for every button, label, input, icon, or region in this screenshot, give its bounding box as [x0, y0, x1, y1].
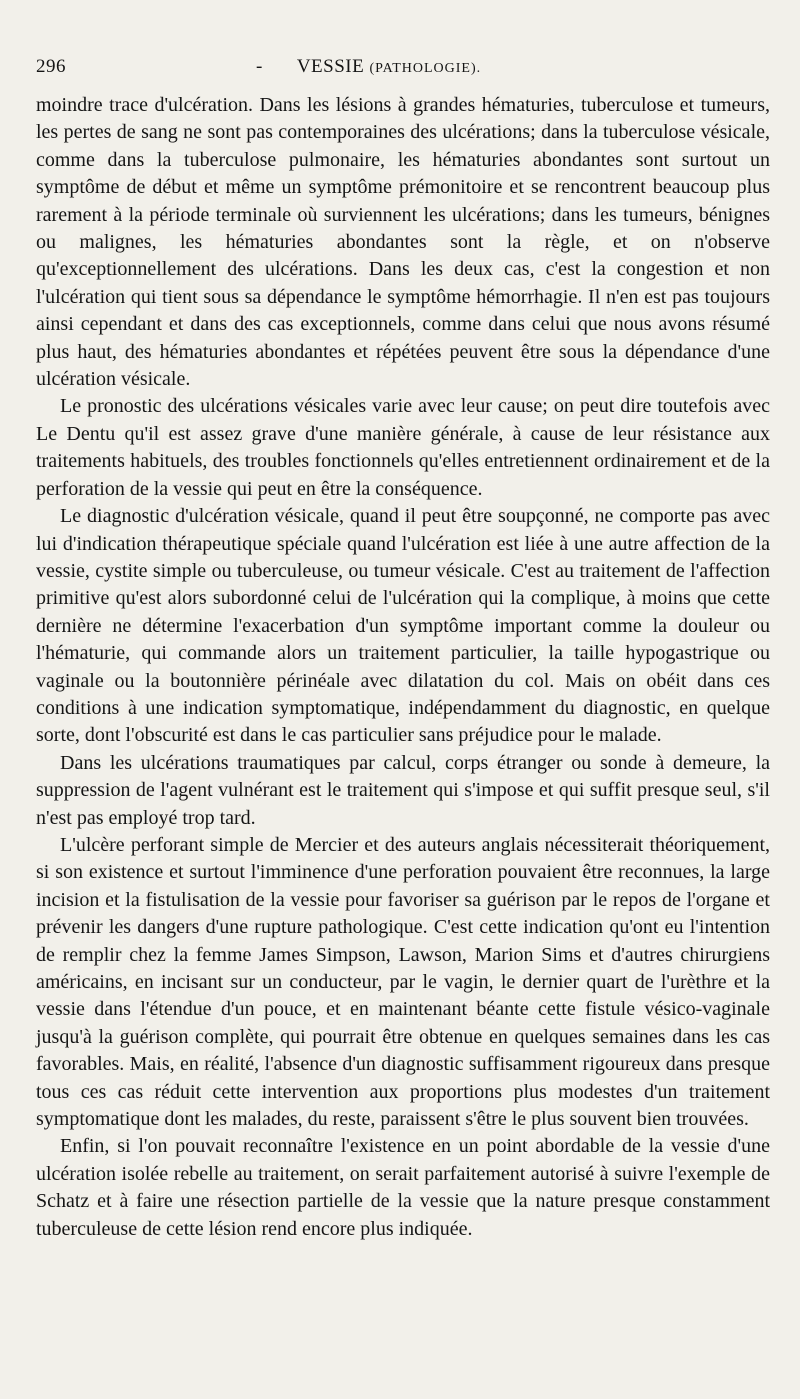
page-number: 296: [36, 56, 66, 77]
running-head-title: VESSIE: [296, 56, 365, 77]
running-head: [263, 56, 770, 78]
paragraph: L'ulcère perforant simple de Mercier et des auteurs anglais nécessiterait théoriquement, si son existence et surtout l'imminence d'une perforation pouvaient être reconnues, la large incision et la fistulisation de la vessie pour favoriser sa guérison par le repos de l'organe et prévenir les dangers d'une rupture pathologique. C'est cette indication qu'ont eu l'intention de remplir chez la femme James Simpson, Lawson, Marion Sims et d'autres chirurgiens américains, en incisant sur un conducteur, par le vagin, le dernier quart de l'urèthre et la vessie dans l'étendue d'un pouce, et en maintenant béante cette fistule vésico-vaginale jusqu'à la guérison complète, qui pourrait être obtenue en quelques semaines dans les cas favorables. Mais, en réalité, l'absence d'un diagnostic suffisamment rigoureux dans presque tous ces cas réduit cette intervention aux proportions plus modestes d'un traitement symptomatique dont les malades, du reste, paraissent s'être le plus souvent bien trouvées.: [36, 833, 770, 1131]
paragraph: moindre trace d'ulcération. Dans les lésions à grandes hématuries, tuberculose et tumeurs, les pertes de sang ne sont pas contemporaines des ulcérations; dans la tuberculose vésicale, comme dans la tuberculose pulmonaire, les hématuries abondantes sont surtout un symptôme de début et même un symptôme prémonitoire et se rencontrent beaucoup plus rarement à la période terminale où surviennent les ulcérations; dans les tumeurs, bénignes ou malignes, les hématuries abondantes sont la règle, et on n'observe qu'exceptionnellement des ulcérations. Dans les deux cas, c'est la congestion et non l'ulcération qui tient sous sa dépendance le symptôme hémorrhagie. Il n'en est pas toujours ainsi cependant et dans des cas exceptionnels, comme dans celui que nous avons résumé plus haut, des hématuries abondantes et répétées peuvent être sous la dépendance d'une ulcération vésicale.: [36, 94, 770, 391]
body-text: [36, 92, 770, 1243]
paragraph: Enfin, si l'on pouvait reconnaître l'existence en un point abordable de la vessie d'une ulcération isolée rebelle au traitement, on serait parfaitement autorisé à suivre l'exemple de Schatz et à faire une résection partielle de la vessie que la nature presque constamment tuberculeuse de cette lésion rend encore plus indiquée.: [36, 1135, 770, 1240]
paragraph: Le pronostic des ulcérations vésicales varie avec leur cause; on peut dire toutefois avec Le Dentu qu'il est assez grave d'une manière générale, à cause de leur résistance aux traitements habituels, des troubles fonctionnels qu'elles entretiennent ordinairement et de la perforation de la vessie qui peut en être la conséquence.: [36, 395, 770, 500]
paragraph: Le diagnostic d'ulcération vésicale, quand il peut être soupçonné, ne comporte pas avec lui d'indication thérapeutique spéciale quand l'ulcération est liée à une autre affection de la vessie, cystite simple ou tuberculeuse, ou tumeur vésicale. C'est au traitement de l'affection primitive qu'est alors subordonné celui de l'ulcération qui la complique, à moins que cette dernière ne détermine l'exacerbation d'un symptôme important comme la douleur ou l'hématurie, qui commande alors un traitement particulier, la taille hypogastrique ou vaginale ou la boutonnière périnéale avec dilatation du col. Mais on obéit dans ces conditions à une indication symptomatique, indépendamment du diagnostic, en quelque sorte, dont l'obscurité est dans le cas particulier sans préjudice pour le malade.: [36, 505, 770, 747]
header-dash: -: [256, 56, 263, 77]
running-head-subtitle: (PATHOLOGIE).: [369, 61, 482, 76]
paragraph: Dans les ulcérations traumatiques par calcul, corps étranger ou sonde à demeure, la suppression de l'agent vulnérant est le traitement qui s'impose et qui suffit presque seul, s'il n'est pas employé trop tard.: [36, 751, 770, 829]
page-header: [36, 56, 770, 92]
